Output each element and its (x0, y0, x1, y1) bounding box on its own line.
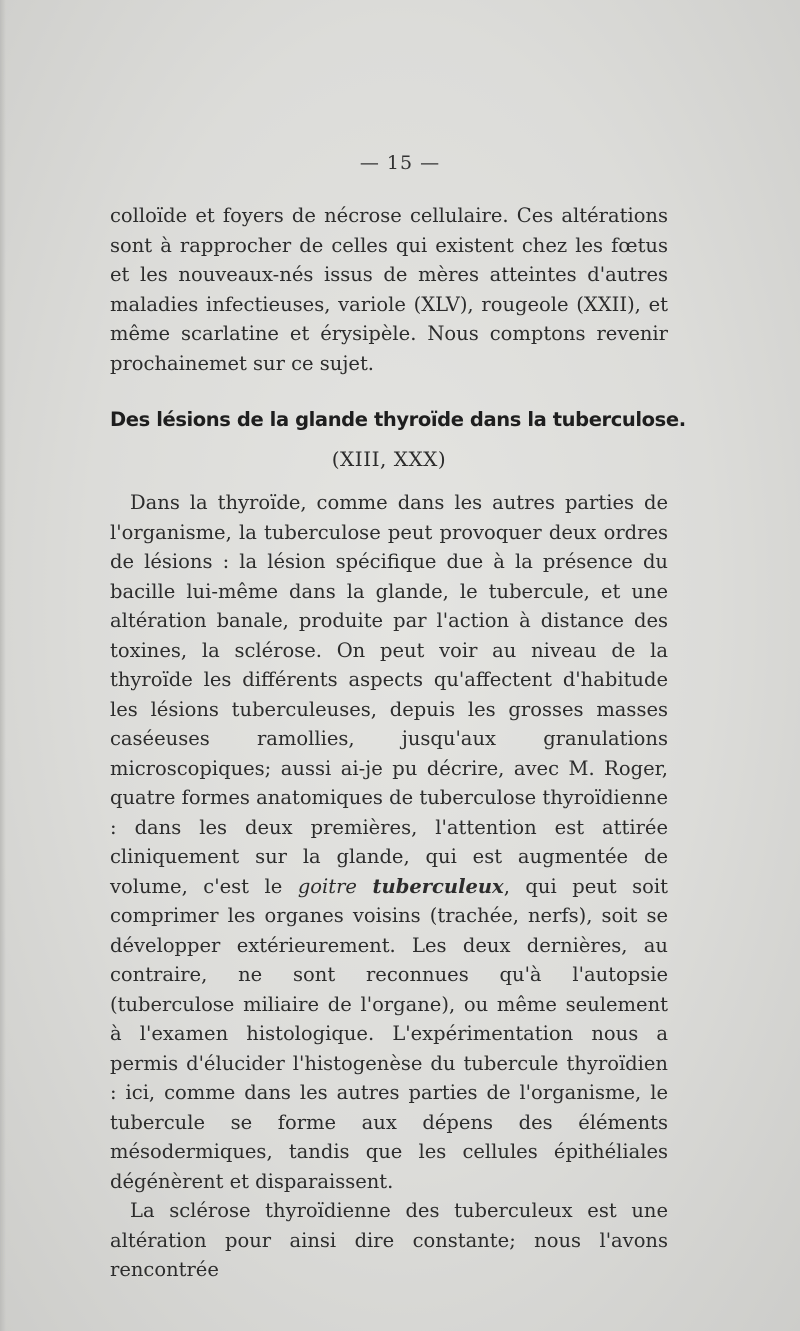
section-paragraph-2: La sclérose thyroïdienne des tuberculeux est une altération pour ainsi dire constante; nous l'avons rencontrée (110, 1199, 668, 1281)
page-number: — 15 — (359, 152, 441, 174)
section-title: Des lésions de la glande thyroïde dans la tuberculose. (110, 408, 686, 431)
section-references: (XIII, XXX) (331, 447, 447, 471)
section-paragraph-1 (110, 488, 668, 1196)
section-body (110, 488, 668, 1285)
page-edge-shadow (0, 0, 6, 1331)
paragraph-1-part-2: , qui peut soit comprimer les organes voisins (trachée, nerfs), soit se développer extérieurement. Les deux dernières, au contraire, ne sont reconnues qu'à l'autopsie (tuberculose miliaire de l'organe), ou même seulement à l'examen histologique. L'expérimentation nous a permis d'élucider l'histogenèse du tubercule thyroïdien : ici, comme dans les autres parties de l'organisme, le tubercule se forme aux dépens des éléments mésodermiques, tandis que les cellules épithéliales dégénèrent et disparaissent. (110, 874, 668, 1193)
paragraph-1-part-1: Dans la thyroïde, comme dans les autres parties de l'organisme, la tuberculose peut provoquer deux ordres de lésions : la lésion spécifique due à la présence du bacille lui-même dans la glande, le tubercule, et une altération banale, produite par l'action à distance des toxines, la sclérose. On peut voir au niveau de la thyroïde les différents aspects qu'affectent d'habitude les lésions tuberculeuses, depuis les grosses masses caséeuses ramollies, jusqu'aux granulations microscopiques; aussi ai-je pu décrire, avec M. Roger, quatre formes anatomiques de tuberculose thyroïdienne : dans les deux premières, l'attention est attirée cliniquement sur la glande, qui est augmentée de volume, c'est le (110, 491, 668, 898)
italic-term-tuberculeux: tuberculeux (372, 874, 504, 898)
intro-text-block (110, 201, 668, 378)
intro-paragraph: colloïde et foyers de nécrose cellulaire. Ces altérations sont à rapprocher de celles qui existent chez les fœtus et les nouveaux-nés issus de mères atteintes d'autres maladies infectieuses, variole (XLV), rougeole (XXII), et même scarlatine et érysipèle. Nous comptons revenir prochainemet sur ce sujet. (110, 204, 668, 375)
italic-term-goitre: goitre (297, 874, 357, 898)
